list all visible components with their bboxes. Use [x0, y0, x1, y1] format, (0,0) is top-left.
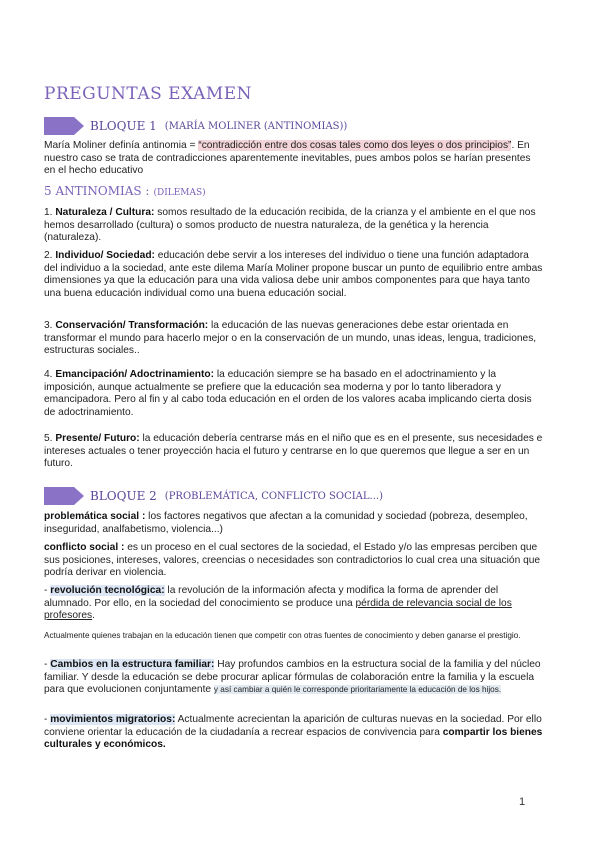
cambios-text: Hay profundos cambios en la estructura social de la familia y del núcleo familiar. Y desde la educación se debe procurar aplicar fórmulas de colaboración entre la familia y la escuela para que evolucionen conjuntamente [44, 659, 541, 696]
item-text: somos resultado de la educación recibida, de la crianza y el ambiente en el que nos hemos desarrollado (cultura) o somos producto de nuestra naturaleza, de la genética y la herencia (naturaleza). [44, 207, 536, 244]
bloque-1-heading [44, 115, 347, 137]
bloque-1-label: BLOQUE 1 [90, 119, 157, 133]
antinomias-heading [44, 184, 206, 198]
dash: - [44, 585, 51, 596]
migratorios-term: movimientos migratorios: [50, 714, 176, 725]
item-number: 2. [44, 250, 56, 261]
migratorios-bold: compartir los bienes culturales y económicos. [44, 726, 543, 751]
intro-paragraph [44, 140, 544, 178]
item-number: 4. [44, 369, 56, 380]
problematica-paragraph [44, 511, 544, 536]
antinomia-item-5 [44, 433, 544, 471]
page-number: 1 [519, 796, 526, 808]
problematica-term: problemática social : [44, 511, 146, 522]
dash: - [44, 659, 51, 670]
antinomia-item-4 [44, 369, 544, 419]
actual-note: Actualmente quienes trabajan en la educación tienen que competir con otras fuentes de conocimiento y deben ganarse el prestigio. [44, 631, 521, 640]
migratorios-paragraph [44, 714, 544, 752]
item-term: Conservación/ Transformación: [55, 320, 209, 331]
revolucion-term: revolución tecnológica: [50, 585, 165, 596]
bloque-2-label: BLOQUE 2 [90, 489, 157, 503]
antinomias-title: 5 ANTINOMIAS : [44, 184, 150, 198]
item-term: Presente/ Futuro: [55, 433, 140, 444]
revolucion-text: la revolución de la información afecta y modifica la forma de aprender del alumnado. Por ello, en la sociedad del conocimiento se produce una [44, 585, 499, 609]
item-text: la educación siempre se ha basado en el adoctrinamiento y la imposición, aunque actualmente se prefiere que la educación sea moderna y por lo tanto liberadora y emancipadora. Pero al fin y al cabo toda educación en el orden de los valores acaba implicando cierta dosis de adoctrinamiento. [44, 369, 532, 418]
item-term: Naturaleza / Cultura: [55, 207, 155, 218]
page-title: PREGUNTAS EXAMEN [44, 84, 253, 104]
arrow-bullet-icon [44, 487, 84, 505]
conflicto-term: conflicto social : [44, 542, 125, 553]
item-text: la educación debería centrarse más en el niño que es en el presente, sus necesidades e intereses actuales o tener proyección hacia el futuro y centrarse en lo que queremos que llegue a ser en un futuro. [44, 433, 543, 470]
antinomias-subtitle: (DILEMAS) [153, 188, 206, 198]
antinomia-item-2 [44, 250, 544, 300]
dash: - [44, 714, 51, 725]
antinomia-item-3 [44, 320, 544, 358]
cambios-term: Cambios en la estructura familiar: [50, 659, 215, 670]
intro-definition-highlight: “contradicción entre dos cosas tales como dos leyes o dos principios” [198, 140, 512, 151]
antinomia-item-1 [44, 207, 544, 245]
migratorios-text: Actualmente acrecientan la aparición de culturas nuevas en la sociedad. Por ello conviene orientar la educación de la ciudadanía a recrear espacios de convivencia para [44, 714, 542, 738]
item-number: 1. [44, 207, 56, 218]
cambios-paragraph [44, 659, 544, 697]
revolucion-end: . [92, 610, 95, 622]
item-text: educación debe servir a los intereses del individuo o tiene una función adaptadora del individuo a la sociedad, ante este dilema María Moliner propone buscar un punto de equilibrio entre ambas dimensiones ya que la educación para una vida valiosa debe unir ambos componentes para que haya tanto una buena educación individual como una buena educación social. [44, 250, 543, 299]
item-number: 3. [44, 320, 56, 331]
intro-text-b: . En nuestro caso se trata de contradicciones aparentemente inevitables, pues ambos polos se harían presentes en el hecho educativo [44, 140, 531, 177]
cambios-highlight: y así cambiar a quién le corresponde prioritariamente la educación de los hijos. [213, 685, 502, 695]
bloque-1-subtitle: (MARÍA MOLINER (ANTINOMIAS)) [164, 120, 348, 132]
conflicto-text: es un proceso en el cual sectores de la sociedad, el Estado y/o las empresas perciben que sus posiciones, intereses, valores, creencias o necesidades son contradictorios lo cual crea una situación que podría derivar en violencia. [44, 542, 541, 579]
arrow-bullet-icon [44, 117, 84, 135]
bloque-2-subtitle: (PROBLEMÁTICA, CONFLICTO SOCIAL...) [164, 490, 383, 502]
item-text: la educación de las nuevas generaciones debe estar orientada en transformar el mundo para hacerlo mejor o en la conservación de un mundo, unas ideas, lengua, tradiciones, estructuras sociales.. [44, 320, 537, 357]
conflicto-paragraph [44, 542, 544, 580]
revolucion-underlined: pérdida de relevancia social de los profesores [44, 597, 512, 622]
item-term: Emancipación/ Adoctrinamiento: [55, 369, 215, 380]
revolucion-paragraph [44, 585, 544, 623]
item-term: Individuo/ Sociedad: [55, 250, 155, 261]
intro-text-a: María Moliner definía antinomia = [44, 140, 199, 151]
problematica-text: los factores negativos que afectan a la comunidad y sociedad (pobreza, desempleo, inseguridad, analfabetismo, violencia...) [44, 511, 528, 535]
item-number: 5. [44, 433, 56, 444]
bloque-2-heading [44, 485, 383, 507]
